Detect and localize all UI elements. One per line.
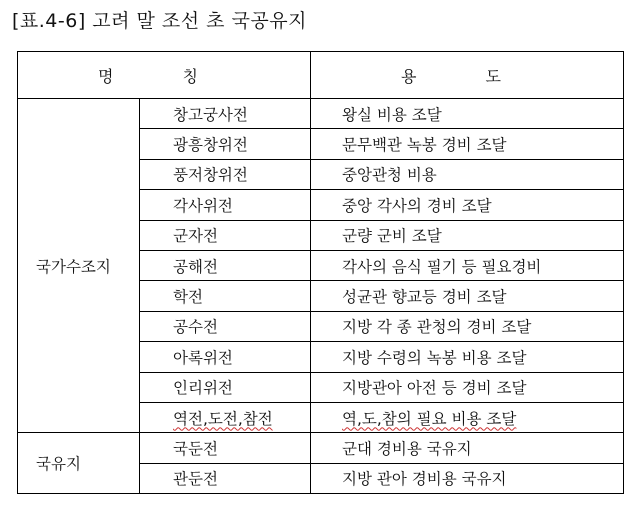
land-use-cell: 중앙 각사의 경비 조달 [311, 190, 624, 220]
land-name-cell: 각사위전 [140, 190, 311, 220]
land-use-cell: 지방관아 아전 등 경비 조달 [311, 372, 624, 402]
public-land-table [17, 51, 624, 494]
table-row [18, 99, 624, 129]
land-name-cell: 관둔전 [140, 463, 311, 493]
land-use-cell: 군대 경비용 국유지 [311, 433, 624, 463]
land-use-cell: 왕실 비용 조달 [311, 99, 624, 129]
land-name-cell: 공수전 [140, 311, 311, 341]
land-name-cell [140, 402, 311, 432]
land-name-cell: 풍저창위전 [140, 159, 311, 189]
table-caption: [표.4-6] 고려 말 조선 초 국공유지 [12, 10, 307, 32]
header-use-cell: 용 도 [311, 52, 624, 99]
header-name-cell: 명 칭 [18, 52, 311, 99]
land-name-cell: 공해전 [140, 250, 311, 280]
land-use-cell [311, 402, 624, 432]
land-use-cell: 지방 각 종 관청의 경비 조달 [311, 311, 624, 341]
table-row [18, 433, 624, 463]
land-use-cell: 지방 관아 경비용 국유지 [311, 463, 624, 493]
land-name-cell: 학전 [140, 281, 311, 311]
table-header-row [18, 52, 624, 99]
group-label-state-tax-land: 국가수조지 [18, 99, 140, 433]
land-use-cell: 성균관 향교등 경비 조달 [311, 281, 624, 311]
land-use-cell: 각사의 음식 필기 등 필요경비 [311, 250, 624, 280]
spellcheck-marked-text: 역,도,참의 필요 비용 조달 [342, 409, 517, 428]
land-name-cell: 광흥창위전 [140, 129, 311, 159]
land-use-cell: 중앙관청 비용 [311, 159, 624, 189]
land-name-cell: 군자전 [140, 220, 311, 250]
group-label-state-land: 국유지 [18, 433, 140, 494]
land-name-cell: 인리위전 [140, 372, 311, 402]
land-use-cell: 군량 군비 조달 [311, 220, 624, 250]
land-name-cell: 창고궁사전 [140, 99, 311, 129]
land-use-cell: 문무백관 녹봉 경비 조달 [311, 129, 624, 159]
spellcheck-marked-text: 역전,도전,참전 [173, 409, 273, 428]
land-name-cell: 국둔전 [140, 433, 311, 463]
land-use-cell: 지방 수령의 녹봉 비용 조달 [311, 342, 624, 372]
land-name-cell: 아록위전 [140, 342, 311, 372]
